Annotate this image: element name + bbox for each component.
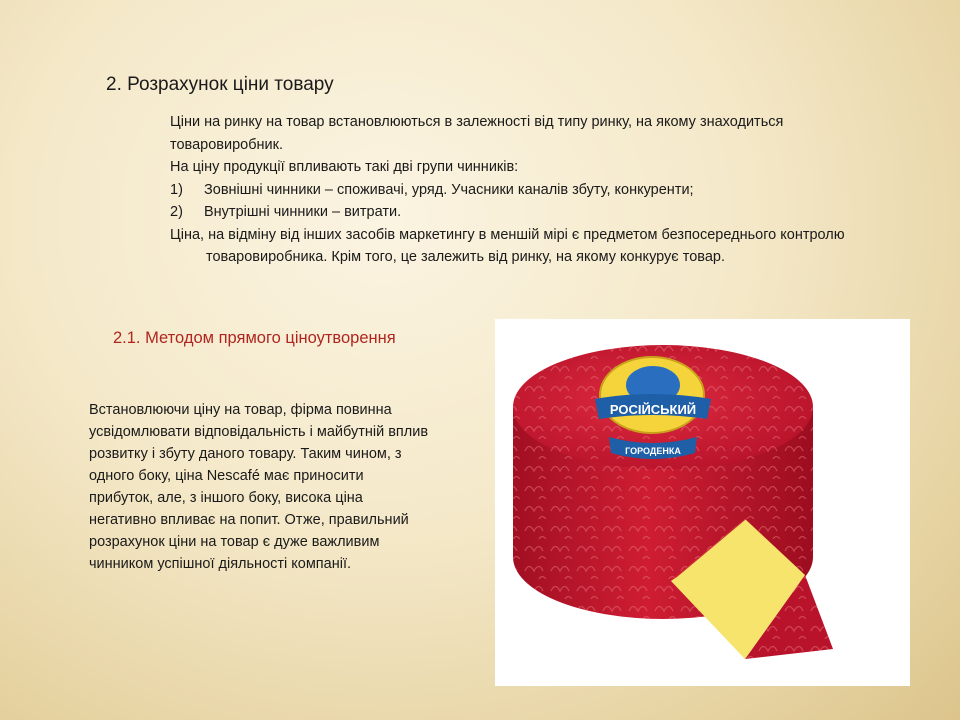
slide-title: 2. Розрахунок ціни товару <box>106 74 334 95</box>
body-paragraph: Встановлюючи ціну на товар, фірма повинна усвідомлювати відповідальність і майбутній вплив розвитку і збуту даного товару. Таким чином, з одного боку, ціна Nescafé має приносити прибуток, але, з іншого боку, висока ціна негативно впливає на попит. Отже, правильний розрахунок ціни на товар є дуже важливим чинником успішної діяльності компанії. <box>89 402 429 572</box>
intro-line-2: На ціну продукції впливають такі дві групи чинників: <box>170 159 519 175</box>
list-text: Зовнішні чинники – споживачі, уряд. Учасники каналів збуту, конкуренти; <box>204 181 694 198</box>
list-item <box>170 201 860 224</box>
list-item <box>170 179 860 202</box>
cheese-label <box>595 357 711 459</box>
cheese-wheel-illustration <box>495 319 910 686</box>
intro-line-3: Ціна, на відміну від інших засобів маркетингу в меншій мірі є предметом безпосереднього контролю товаровиробника. Крім того, це залежить від ринку, на якому конкурує товар. <box>170 226 845 265</box>
list-text: Внутрішні чинники – витрати. <box>204 204 402 220</box>
section-subtitle: 2.1. Методом прямого ціноутворення <box>113 329 396 347</box>
cheese-photo <box>495 319 910 686</box>
label-brand: РОСІЙСЬКИЙ <box>609 402 697 417</box>
list-number: 1) <box>170 181 183 198</box>
list-number: 2) <box>170 204 183 220</box>
intro-text <box>170 111 860 269</box>
label-maker: ГОРОДЕНКА <box>625 446 681 456</box>
intro-line-1: Ціни на ринку на товар встановлюються в залежності від типу ринку, на якому знаходиться товаровиробник. <box>170 114 784 153</box>
